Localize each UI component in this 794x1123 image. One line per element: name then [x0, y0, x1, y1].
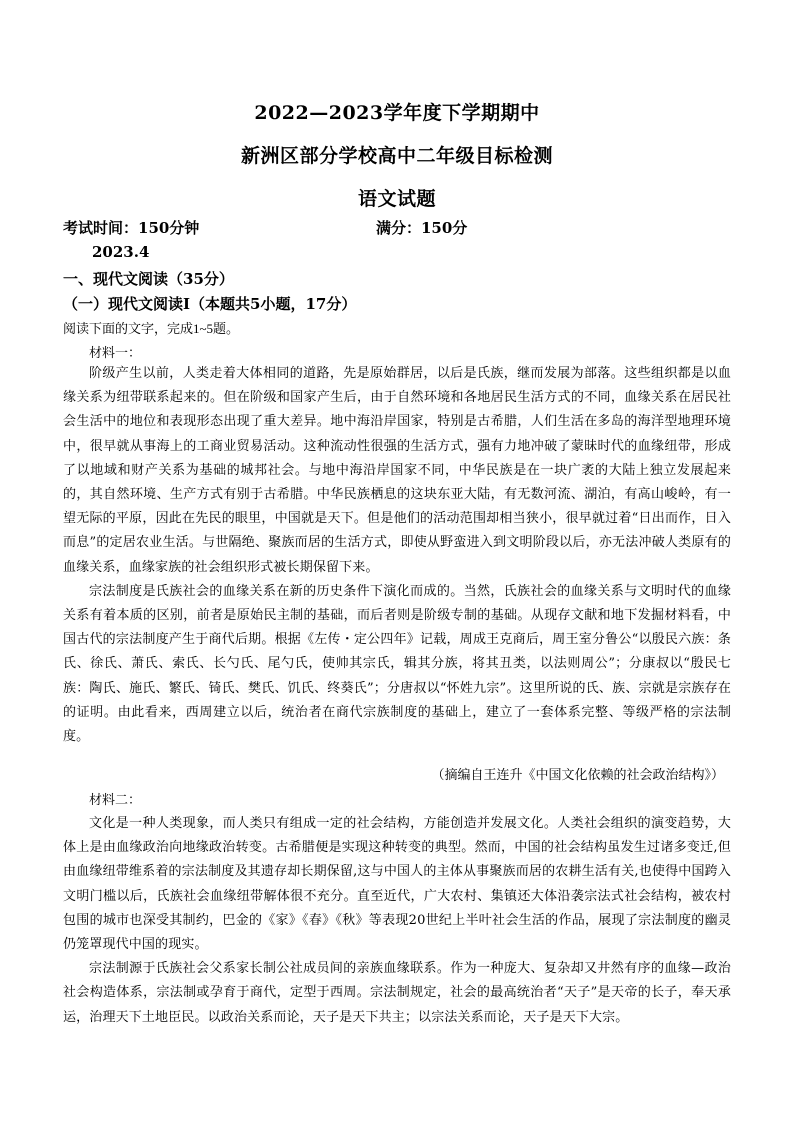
exam-title-subject: 语文试题 [357, 188, 436, 210]
material-one-source: （摘编自王连升《中国文化依赖的社会政治结构》） [431, 768, 724, 783]
exam-time: 考试时间：150分钟 [63, 219, 200, 237]
reading-instruction: 阅读下面的文字，完成1~5题。 [63, 321, 240, 336]
material-two-paragraph-1: 文化是一种人类现象，而人类只有组成一定的社会结构，方能创造并发展文化。人类社会组织的演变趋势，大体上是由血缘政治向地缘政治转变。古希腊便是实现这种转变的典型。然而，中国的社会结构虽发生过诸多变迁,但由血缘纽带维系着的宗法制度及其遗存却长期保留,这与中国人的主体从事聚族而居的农耕生活有关,也使得中国跨入文明门槛以后，氏族社会血缘纽带解体很不充分。直至近代，广大农村、集镇还大体沿袭宗法式社会结构，被农村包围的城市也深受其制约，巴金的《家》《春》《秋》等表现20世纪上半叶社会生活的作品，展现了宗法制度的幽灵仍笼罩现代中国的现实。 [63, 816, 731, 953]
material-two-label: 材料二： [89, 793, 142, 808]
section-title: 一、现代文阅读（35分） [63, 270, 234, 288]
material-two-paragraph-2: 宗法制源于氏族社会父系家长制公社成员间的亲族血缘联系。作为一种庞大、复杂却又井然有序的血缘—政治社会构造体系，宗法制或孕育于商代，定型于西周。宗法制规定，社会的最高统治者“天子”是天帝的长子，奉天承运，治理天下土地臣民。以政治关系而论，天子是天下共主；以宗法关系而论，天子是天下大宗。 [63, 961, 731, 1025]
exam-date: 2023.4 [92, 243, 150, 261]
exam-title-school: 新洲区部分学校高中二年级目标检测 [240, 145, 553, 167]
exam-title-term: 2022—2023学年度下学期期中 [254, 102, 540, 124]
material-one-label: 材料一： [89, 346, 142, 361]
material-one-body [63, 362, 731, 749]
section-subtitle: （一）现代文阅读Ⅰ（本题共5小题，17分） [63, 295, 357, 313]
material-two-body [63, 812, 731, 1030]
exam-full-score: 满分：150分 [376, 219, 468, 237]
material-one-paragraph-2: 宗法制度是氏族社会的血缘关系在新的历史条件下演化而成的。当然，氏族社会的血缘关系与文明时代的血缘关系有着本质的区别，前者是原始民主制的基础，而后者则是阶级专制的基础。从现存文献和地下发掘材料看，中国古代的宗法制度产生于商代后期。根据《左传・定公四年》记载，周成王克商后，周王室分鲁公“以殷民六族：条氏、徐氏、萧氏、索氏、长勺氏、尾勺氏，使帅其宗氏，辑其分族，将其丑类，以法则周公”；分康叔以“殷民七族：陶氏、施氏、繁氏、锜氏、樊氏、饥氏、终葵氏”；分唐叔以“怀姓九宗”。这里所说的氏、族、宗就是宗族存在的证明。由此看来，西周建立以后，统治者在商代宗族制度的基础上，建立了一套体系完整、等级严格的宗法制度。 [63, 583, 731, 745]
material-one-paragraph-1: 阶级产生以前，人类走着大体相同的道路，先是原始群居，以后是氏族，继而发展为部落。这些组织都是以血缘关系为纽带联系起来的。但在阶级和国家产生后，由于自然环境和各地居民生活方式的不同，血缘关系在居民社会生活中的地位和表现形态出现了重大差异。地中海沿岸国家，特别是古希腊，人们生活在多岛的海洋型地理环境中，很早就从事海上的工商业贸易活动。这种流动性很强的生活方式，强有力地冲破了蒙昧时代的血缘纽带，形成了以地域和财产关系为基础的城邦社会。与地中海沿岸国家不同，中华民族是在一块广袤的大陆上独立发展起来的，其自然环境、生产方式有别于古希腊。中华民族栖息的这块东亚大陆，有无数河流、湖泊，有高山峻岭，有一望无际的平原，因此在先民的眼里，中国就是天下。但是他们的活动范围却相当狭小，很早就过着“日出而作，日入而息”的定居农业生活。与世隔绝、聚族而居的生活方式，即使从野蛮进入到文明阶段以后，亦无法冲破人类原有的血缘关系，血缘家族的社会组织形式被长期保留下来。 [63, 366, 731, 575]
